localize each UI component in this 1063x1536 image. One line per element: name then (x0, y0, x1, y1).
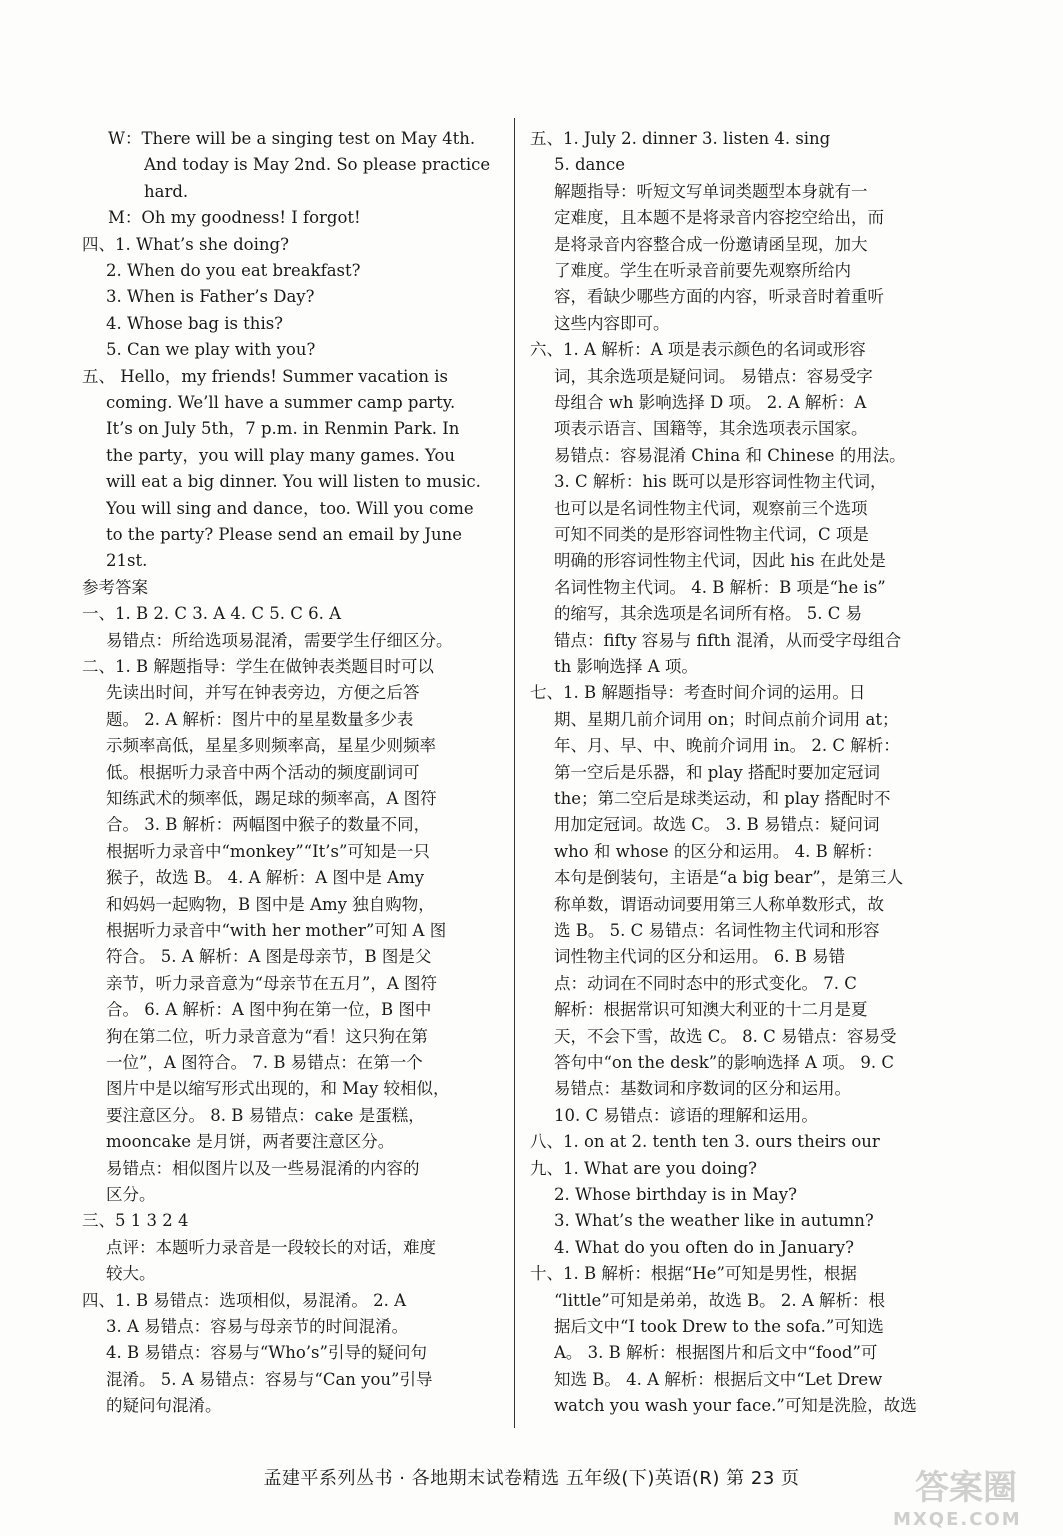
text-line: 解题指导：听短文写单词类题型本身就有一 (554, 181, 868, 201)
page-footer: 孟建平系列丛书 · 各地期末试卷精选 五年级(下)英语(R) 第 23 页 (263, 1468, 800, 1489)
text-line: 二、1. B 解题指导：学生在做钟表类题目时可以 (82, 657, 434, 676)
text-line: 三、5 1 3 2 4 (82, 1211, 189, 1231)
text-line: will eat a big dinner. You will listen to music. (106, 472, 481, 492)
text-line: You will sing and dance，too. Will you come (106, 498, 474, 518)
text-line: 是将录音内容整合成一份邀请函呈现，加大 (554, 234, 868, 254)
text-line: 这些内容即可。 (554, 313, 670, 333)
watermark-text: 答案圈 (915, 1468, 1017, 1508)
text-line: 易错点：容易混淆 China 和 Chinese 的用法。 (554, 445, 906, 465)
text-line: 图片中是以缩写形式出现的，和 May 较相似， (106, 1079, 450, 1099)
text-line: 第一空后是乐器，和 play 搭配时要加定冠词 (554, 762, 880, 782)
text-line: 称单数，谓语动词要用第三人称单数形式，故 (554, 894, 884, 914)
text-line: “little”可知是弟弟，故选 B。 2. A 解析：根 (554, 1290, 885, 1310)
text-line: 易错点：所给选项易混淆，需要学生仔细区分。 (106, 630, 453, 650)
text-line: 十、1. B 解析：根据“He”可知是男性，根据 (530, 1264, 857, 1284)
text-line: who 和 whose 的区分和运用。 4. B 解析： (554, 841, 883, 861)
text-line: 合。 3. B 解析：两幅图中猴子的数量不同， (106, 815, 431, 835)
text-line: to the party? Please send an email by June (106, 525, 463, 544)
text-line: 5. Can we play with you? (106, 340, 316, 360)
text-line: 和妈妈一起购物，B 图中是 Amy 独自购物， (106, 894, 435, 914)
text-line: 低。根据听力录音中两个活动的频度副词可 (106, 762, 420, 782)
text-line: 年、月、早、中、晚前介词用 in。 2. C 解析： (554, 736, 900, 756)
text-line: 易错点：相似图片以及一些易混淆的内容的 (106, 1158, 420, 1178)
text-line: 先读出时间，并写在钟表旁边，方便之后答 (106, 683, 420, 703)
text-line: 3. A 易错点：容易与母亲节的时间混淆。 (106, 1317, 409, 1336)
text-line: 词性物主代词的区分和运用。 6. B 易错 (554, 947, 846, 967)
text-line: 名词性物主代词。 4. B 解析：B 项是“he is” (554, 577, 886, 597)
text-line: 七、1. B 解题指导：考查时间介词的运用。日 (530, 683, 866, 703)
text-line: 5. dance (554, 155, 626, 175)
text-line: 2. Whose birthday is in May? (554, 1185, 797, 1204)
text-line: 4. Whose bag is this? (106, 313, 284, 333)
text-line: 九、1. What are you doing? (530, 1158, 757, 1178)
text-line: 3. When is Father’s Day? (106, 287, 315, 307)
text-line: 期、星期几前介词用 on；时间点前介词用 at； (554, 709, 899, 729)
text-line: 知选 B。 4. A 解析：根据后文中“Let Drew (554, 1369, 883, 1389)
text-line: 混淆。 5. A 易错点：容易与“Can you”引导 (106, 1369, 433, 1389)
text-line: the party，you will play many games. You (106, 445, 456, 465)
text-line: M：Oh my goodness! I forgot! (108, 208, 361, 228)
text-line: 4. What do you often do in January? (554, 1237, 854, 1257)
text-line: 可知不同类的是形容词性物主代词，C 项是 (554, 525, 869, 544)
watermark-url: MXQE.COM (893, 1509, 1022, 1530)
text-line: 根据听力录音中“monkey”“It’s”可知是一只 (106, 841, 430, 861)
text-line: 10. C 易错点：谚语的理解和运用。 (554, 1105, 818, 1125)
text-line: 八、1. on at 2. tenth ten 3. ours theirs our (530, 1132, 880, 1152)
text-line: 符合。 5. A 解析：A 图是母亲节，B 图是父 (106, 947, 432, 967)
column-divider (514, 118, 515, 1428)
text-line: 亲节，听力录音意为“母亲节在五月”，A 图符 (106, 973, 438, 993)
text-line: 据后文中“I took Drew to the sofa.”可知选 (554, 1317, 884, 1336)
text-line: 错点：fifty 容易与 fifth 混淆，从而受字母组合 (554, 630, 902, 650)
text-line: 2. When do you eat breakfast? (106, 261, 361, 280)
text-line: And today is May 2nd. So please practice (144, 155, 491, 175)
text-line: A。 3. B 解析：根据图片和后文中“food”可 (554, 1343, 878, 1363)
watermark-logo (885, 1460, 1055, 1530)
text-line: 21st. (106, 551, 148, 571)
text-line: 知练武术的频率低，踢足球的频率高，A 图符 (106, 789, 437, 808)
text-line: 选 B。 5. C 易错点：名词性物主代词和形容 (554, 921, 880, 940)
text-line: 狗在第二位，听力录音意为“看！这只狗在第 (106, 1026, 428, 1046)
text-line: 猴子，故选 B。 4. A 解析：A 图中是 Amy (106, 868, 425, 888)
text-line: 点：动词在不同时态中的形式变化。 7. C (554, 973, 857, 993)
text-line: 题。 2. A 解析：图片中的星星数量多少表 (106, 709, 414, 729)
text-line: 本句是倒装句，主语是“a big bear”，是第三人 (554, 868, 904, 888)
text-line: 根据听力录音中“with her mother”可知 A 图 (106, 921, 447, 940)
text-line: th 影响选择 A 项。 (554, 657, 698, 676)
text-line: 五、 Hello，my friends! Summer vacation is (82, 366, 448, 386)
text-line: 用加定冠词。故选 C。 3. B 易错点：疑问词 (554, 815, 880, 835)
text-line: 解析：根据常识可知澳大利亚的十二月是夏 (554, 1000, 868, 1020)
text-line: 答句中“on the desk”的影响选择 A 项。 9. C (554, 1053, 894, 1072)
text-line: 容，看缺少哪些方面的内容，听录音时着重听 (554, 287, 884, 307)
text-line: 六、1. A 解析：A 项是表示颜色的名词或形容 (530, 340, 866, 360)
text-line: 3. C 解析：his 既可以是形容词性物主代词， (554, 472, 887, 492)
text-line: the；第二空后是球类运动，和 play 搭配时不 (554, 789, 891, 808)
text-line: 明确的形容词性物主代词，因此 his 在此处是 (554, 551, 886, 571)
text-line: 一、1. B 2. C 3. A 4. C 5. C 6. A (82, 604, 341, 624)
text-line: 合。 6. A 解析：A 图中狗在第一位，B 图中 (106, 1000, 432, 1020)
text-line: 点评：本题听力录音是一段较长的对话，难度 (106, 1237, 436, 1257)
text-line: 4. B 易错点：容易与“Who’s”引导的疑问句 (106, 1343, 427, 1363)
text-line: 示频率高低，星星多则频率高，星星少则频率 (106, 736, 436, 756)
text-line: watch you wash your face.”可知是洗脸，故选 (554, 1396, 917, 1416)
text-line: 四、1. B 易错点：选项相似，易混淆。 2. A (82, 1290, 407, 1310)
text-line: 项表示语言、国籍等，其余选项表示国家。 (554, 419, 868, 439)
text-line: 母组合 wh 影响选择 D 项。 2. A 解析：A (554, 393, 867, 412)
text-line: 区分。 (106, 1185, 156, 1204)
text-line: 了难度。学生在听录音前要先观察所给内 (554, 261, 851, 280)
text-line: 3. What’s the weather like in autumn? (554, 1211, 874, 1231)
text-line: 要注意区分。 8. B 易错点：cake 是蛋糕， (106, 1105, 425, 1125)
text-line: 一位”，A 图符合。 7. B 易错点：在第一个 (106, 1053, 423, 1072)
text-line: It’s on July 5th，7 p.m. in Renmin Park. In (106, 419, 460, 439)
text-line: 易错点：基数词和序数词的区分和运用。 (554, 1079, 851, 1099)
text-line: 的缩写，其余选项是名词所有格。 5. C 易 (554, 604, 863, 624)
text-line: 定难度，且本题不是将录音内容挖空给出，而 (554, 208, 884, 228)
text-line: W：There will be a singing test on May 4th. (108, 129, 476, 148)
text-line: mooncake 是月饼，两者要注意区分。 (106, 1132, 395, 1152)
text-line: 较大。 (106, 1264, 156, 1284)
text-line: hard. (144, 181, 189, 201)
text-line: 也可以是名词性物主代词，观察前三个选项 (554, 498, 868, 518)
text-line: 参考答案 (82, 577, 148, 597)
text-line: coming. We’ll have a summer camp party. (106, 393, 456, 412)
text-line: 五、1. July 2. dinner 3. listen 4. sing (530, 129, 831, 148)
text-line: 的疑问句混淆。 (106, 1396, 222, 1416)
text-line: 词，其余选项是疑问词。 易错点：容易受字 (554, 366, 873, 386)
text-line: 天，不会下雪，故选 C。 8. C 易错点：容易受 (554, 1026, 897, 1046)
text-line: 四、1. What’s she doing? (82, 234, 289, 254)
